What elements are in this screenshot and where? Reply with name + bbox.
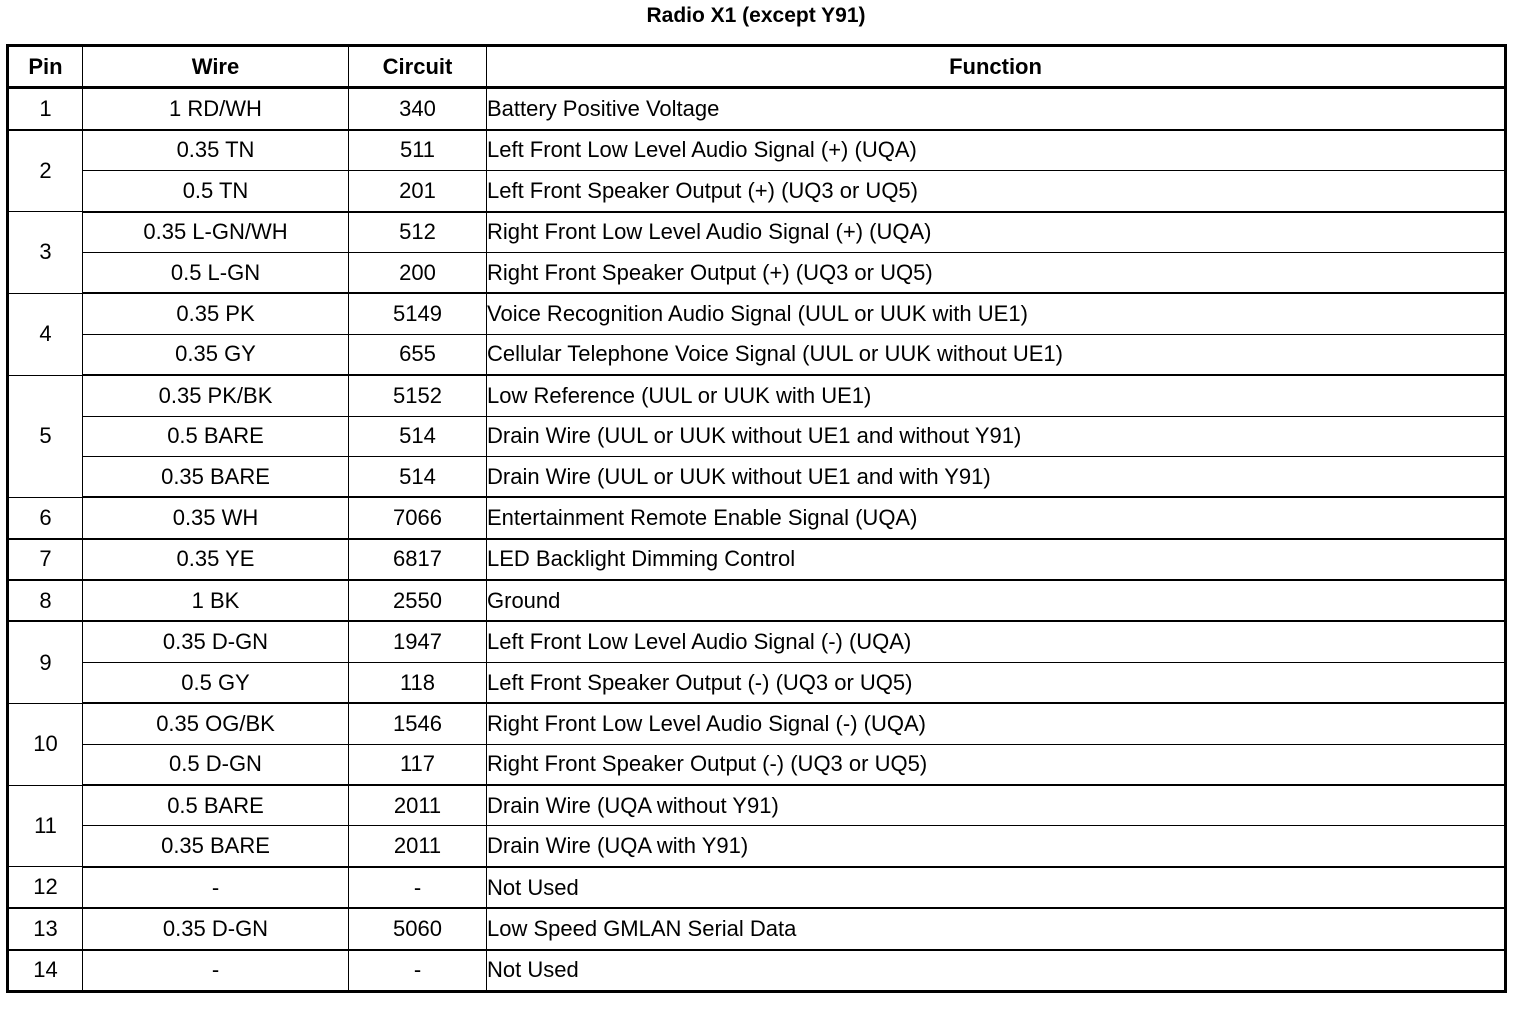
header-row bbox=[8, 46, 1506, 88]
wire-cell: - bbox=[83, 867, 349, 908]
circuit-cell: 5060 bbox=[349, 908, 487, 949]
wire-cell: 0.35 OG/BK bbox=[83, 703, 349, 744]
table-row bbox=[8, 744, 1506, 785]
pin-number-cell: 2 bbox=[8, 130, 83, 212]
wire-cell: 1 RD/WH bbox=[83, 88, 349, 130]
pin-number-cell: 5 bbox=[8, 375, 83, 497]
pin-number-cell: 14 bbox=[8, 950, 83, 992]
table-row bbox=[8, 908, 1506, 949]
func-cell: Not Used bbox=[487, 867, 1506, 908]
circuit-cell: 1947 bbox=[349, 621, 487, 662]
wire-cell: 0.35 PK/BK bbox=[83, 375, 349, 416]
wire-cell: 0.35 YE bbox=[83, 539, 349, 580]
table-row bbox=[8, 621, 1506, 662]
column-header-wire: Wire bbox=[83, 46, 349, 88]
wire-cell: - bbox=[83, 950, 349, 992]
table-header bbox=[8, 46, 1506, 88]
table-row bbox=[8, 375, 1506, 416]
circuit-cell: 2011 bbox=[349, 785, 487, 826]
func-cell: Entertainment Remote Enable Signal (UQA) bbox=[487, 497, 1506, 538]
func-cell: Right Front Speaker Output (+) (UQ3 or UQ5) bbox=[487, 252, 1506, 293]
circuit-cell: 201 bbox=[349, 171, 487, 212]
pin-number-cell: 9 bbox=[8, 621, 83, 703]
table-row bbox=[8, 130, 1506, 171]
pin-number-cell: 4 bbox=[8, 293, 83, 375]
func-cell: Drain Wire (UQA without Y91) bbox=[487, 785, 1506, 826]
column-header-pin: Pin bbox=[8, 46, 83, 88]
pin-number-cell: 7 bbox=[8, 539, 83, 580]
table-row bbox=[8, 662, 1506, 703]
pin-number-cell: 12 bbox=[8, 867, 83, 908]
func-cell: LED Backlight Dimming Control bbox=[487, 539, 1506, 580]
table-row bbox=[8, 293, 1506, 334]
func-cell: Ground bbox=[487, 580, 1506, 621]
pin-number-cell: 1 bbox=[8, 88, 83, 130]
table-row bbox=[8, 88, 1506, 130]
table-row bbox=[8, 171, 1506, 212]
circuit-cell: 514 bbox=[349, 456, 487, 497]
wire-cell: 0.35 WH bbox=[83, 497, 349, 538]
wire-cell: 0.35 D-GN bbox=[83, 621, 349, 662]
func-cell: Cellular Telephone Voice Signal (UUL or UUK without UE1) bbox=[487, 334, 1506, 375]
func-cell: Drain Wire (UQA with Y91) bbox=[487, 826, 1506, 867]
circuit-cell: 514 bbox=[349, 416, 487, 456]
pin-number-cell: 6 bbox=[8, 497, 83, 538]
table-row bbox=[8, 826, 1506, 867]
wire-cell: 0.5 GY bbox=[83, 662, 349, 703]
func-cell: Right Front Low Level Audio Signal (+) (UQA) bbox=[487, 212, 1506, 253]
table-row bbox=[8, 456, 1506, 497]
circuit-cell: 117 bbox=[349, 744, 487, 785]
table-row bbox=[8, 252, 1506, 293]
pin-number-cell: 13 bbox=[8, 908, 83, 949]
table-title: Radio X1 (except Y91) bbox=[646, 4, 866, 27]
table-row bbox=[8, 580, 1506, 621]
circuit-cell: - bbox=[349, 867, 487, 908]
wire-cell: 0.5 BARE bbox=[83, 785, 349, 826]
wire-cell: 0.35 GY bbox=[83, 334, 349, 375]
func-cell: Not Used bbox=[487, 950, 1506, 992]
func-cell: Right Front Speaker Output (-) (UQ3 or UQ5) bbox=[487, 744, 1506, 785]
func-cell: Left Front Low Level Audio Signal (+) (UQA) bbox=[487, 130, 1506, 171]
wire-cell: 0.35 BARE bbox=[83, 826, 349, 867]
pin-number-cell: 11 bbox=[8, 785, 83, 867]
table-row bbox=[8, 416, 1506, 456]
table-row bbox=[8, 867, 1506, 908]
pinout-table bbox=[6, 44, 1507, 993]
circuit-cell: 5152 bbox=[349, 375, 487, 416]
table-row bbox=[8, 539, 1506, 580]
func-cell: Low Speed GMLAN Serial Data bbox=[487, 908, 1506, 949]
wire-cell: 0.35 PK bbox=[83, 293, 349, 334]
circuit-cell: 5149 bbox=[349, 293, 487, 334]
table-row bbox=[8, 497, 1506, 538]
circuit-cell: 655 bbox=[349, 334, 487, 375]
func-cell: Right Front Low Level Audio Signal (-) (UQA) bbox=[487, 703, 1506, 744]
column-header-circuit: Circuit bbox=[349, 46, 487, 88]
table-row bbox=[8, 703, 1506, 744]
func-cell: Left Front Speaker Output (-) (UQ3 or UQ5) bbox=[487, 662, 1506, 703]
table-row bbox=[8, 334, 1506, 375]
table-row bbox=[8, 785, 1506, 826]
wire-cell: 0.35 BARE bbox=[83, 456, 349, 497]
wire-cell: 0.35 D-GN bbox=[83, 908, 349, 949]
circuit-cell: 511 bbox=[349, 130, 487, 171]
table-row bbox=[8, 212, 1506, 253]
func-cell: Drain Wire (UUL or UUK without UE1 and without Y91) bbox=[487, 416, 1506, 456]
pin-number-cell: 8 bbox=[8, 580, 83, 621]
wire-cell: 0.35 TN bbox=[83, 130, 349, 171]
circuit-cell: 118 bbox=[349, 662, 487, 703]
table-body bbox=[8, 88, 1506, 992]
circuit-cell: - bbox=[349, 950, 487, 992]
wire-cell: 1 BK bbox=[83, 580, 349, 621]
func-cell: Drain Wire (UUL or UUK without UE1 and with Y91) bbox=[487, 456, 1506, 497]
func-cell: Voice Recognition Audio Signal (UUL or UUK with UE1) bbox=[487, 293, 1506, 334]
wire-cell: 0.35 L-GN/WH bbox=[83, 212, 349, 253]
circuit-cell: 340 bbox=[349, 88, 487, 130]
wire-cell: 0.5 TN bbox=[83, 171, 349, 212]
wire-cell: 0.5 D-GN bbox=[83, 744, 349, 785]
pin-number-cell: 3 bbox=[8, 212, 83, 294]
circuit-cell: 200 bbox=[349, 252, 487, 293]
circuit-cell: 2011 bbox=[349, 826, 487, 867]
table-row bbox=[8, 950, 1506, 992]
func-cell: Battery Positive Voltage bbox=[487, 88, 1506, 130]
circuit-cell: 1546 bbox=[349, 703, 487, 744]
wire-cell: 0.5 BARE bbox=[83, 416, 349, 456]
pin-number-cell: 10 bbox=[8, 703, 83, 785]
circuit-cell: 7066 bbox=[349, 497, 487, 538]
func-cell: Left Front Speaker Output (+) (UQ3 or UQ5) bbox=[487, 171, 1506, 212]
func-cell: Low Reference (UUL or UUK with UE1) bbox=[487, 375, 1506, 416]
circuit-cell: 2550 bbox=[349, 580, 487, 621]
circuit-cell: 512 bbox=[349, 212, 487, 253]
func-cell: Left Front Low Level Audio Signal (-) (UQA) bbox=[487, 621, 1506, 662]
circuit-cell: 6817 bbox=[349, 539, 487, 580]
column-header-function: Function bbox=[487, 46, 1506, 88]
wire-cell: 0.5 L-GN bbox=[83, 252, 349, 293]
